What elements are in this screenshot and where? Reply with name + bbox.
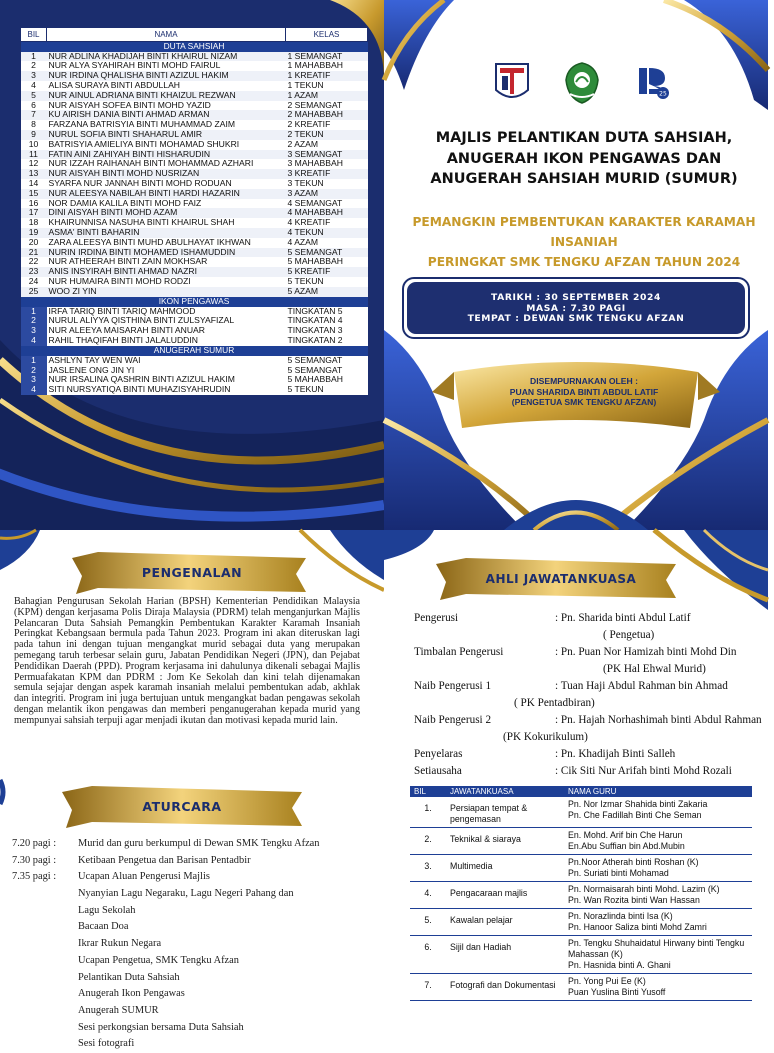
member-number: 13 (21, 169, 47, 179)
member-class: 1 TEKUN (286, 81, 368, 91)
member-name: SITI NURSYATIQA BINTI MUHAZISYAHRUDIN (47, 385, 286, 395)
committee-role (414, 678, 774, 695)
role-holder: : Tuan Haji Abdul Rahman bin Ahmad (555, 680, 728, 692)
logo-25-text: 25 (659, 90, 667, 98)
member-class: 3 SEMANGAT (286, 150, 368, 160)
member-class: 5 TEKUN (286, 385, 368, 395)
committee-panel (384, 530, 768, 1024)
role-holder: : Pn. Puan Nor Hamizah binti Mohd Din (555, 646, 737, 658)
committee-role (414, 610, 774, 627)
schedule-time: 7.30 pagi : (12, 854, 57, 866)
unit-teachers (564, 855, 752, 882)
member-name: KU AIRISH DANIA BINTI AHMAD ARMAN (47, 110, 286, 120)
event-info-box (402, 277, 750, 339)
member-number: 6 (21, 101, 47, 111)
member-name: ASHLYN TAY WEN WAI (47, 356, 286, 366)
member-name: ASMA' BINTI BAHARIN (47, 228, 286, 238)
event-time: MASA : 7.30 PAGI (526, 302, 626, 314)
member-class: 2 TEKUN (286, 130, 368, 140)
role-note: (PK Hal Ehwal Murid) (603, 663, 706, 675)
unit-number: 2. (410, 828, 446, 855)
intro-text: Bahagian Pengurusan Sekolah Harian (BPSH) Kementerian Pendidikan Malaysia (KPM) dengan kerjasama Polis Diraja Malaysia (PDRM) telah menganjurkan Majlis Pelancaran Duta Sahsiah Pemangkin Pembentukan Karakter Karamah Insaniah Peringkat Kebangsaan bermula pada Tahun 2023. Program ini akan diteruskan lagi pada tahun ini dengan tujuan mengangkat murid sebagai duta yang merupakan pemegang taruh terbesar selain guru, Jabatan Pendidikan Negeri (JPN), dan Pejabat Pendidikan Daerah (PPD). Program kerjasama ini dahulunya dikenali sebagai Majlis Permuafakatan KPM dan PDRM : Jom Ke Sekolah dan kini telah dijenamakan semula sejajar dengan aspek karamah insaniah melalui pembentukan adab, akhlak dan integriti. Program ini juga bertujuan untuk mengangkat badan pengawas sekolah dengan melantik ikon pengawas dan memberi penganugerahan kepada murid yang mempunyai sahsiah terpuji agar menjadi ikutan dan motivasi kepada murid lain. (14, 596, 360, 726)
member-number: 23 (21, 267, 47, 277)
member-class: 5 SEMANGAT (286, 366, 368, 376)
teacher-name: Pn. Hasnida binti A. Ghani (568, 960, 671, 970)
member-number: 24 (21, 277, 47, 287)
member-number: 10 (21, 140, 47, 150)
role-title: Naib Pengerusi 2 (414, 714, 492, 726)
schedule-time (12, 986, 78, 1003)
unit-number: 6. (410, 936, 446, 974)
role-holder: : Cik Siti Nur Arifah binti Mohd Rozali (555, 765, 732, 777)
member-number: 3 (21, 326, 47, 336)
committee-role (414, 746, 774, 763)
member-number: 21 (21, 248, 47, 258)
member-name: NUR HUMAIRA BINTI MOHD RODZI (47, 277, 286, 287)
unit-teachers (564, 882, 752, 909)
schedule-desc: Ucapan Pengetua, SMK Tengku Afzan (78, 954, 239, 966)
schedule-desc: Anugerah Ikon Pengawas (78, 988, 185, 1000)
unit-number: 5. (410, 909, 446, 936)
unit-name: Sijil dan Hadiah (446, 936, 564, 974)
member-number: 9 (21, 130, 47, 140)
role-note: ( Pengetua) (603, 629, 655, 641)
event-subtitle-line: PEMANGKIN PEMBENTUKAN KARAKTER KARAMAH INSANIAH (412, 215, 756, 249)
ctable-header-names: NAMA GURU (564, 786, 752, 797)
teacher-name: Pn. Hanoor Saliza binti Mohd Zamri (568, 922, 707, 932)
member-class: 1 KREATIF (286, 71, 368, 81)
unit-name: Multimedia (446, 855, 564, 882)
member-name: ZARA ALEESYA BINTI MUHD ABULHAYAT IKHWAN (47, 238, 286, 248)
schedule-item (12, 919, 372, 936)
schedule-time (12, 1036, 78, 1053)
intro-banner: PENGENALAN (141, 565, 243, 580)
committee-table-row (410, 909, 752, 936)
schedule-desc: Murid dan guru berkumpul di Dewan SMK Tengku Afzan (78, 838, 320, 849)
member-name: NUR IZZAH RAIHANAH BINTI MOHAMMAD AZHARI (47, 159, 286, 169)
header-bil: BIL (21, 28, 47, 42)
schedule-desc: Sesi fotografi (78, 1038, 135, 1050)
unit-name: Teknikal & siaraya (446, 828, 564, 855)
ctable-header-unit: JAWATANKUASA (446, 786, 564, 797)
member-number: 25 (21, 287, 47, 297)
member-number: 3 (21, 375, 47, 385)
teacher-name: Pn. Norazlinda binti Isa (K) (568, 911, 673, 921)
member-name: NURUL SOFIA BINTI SHAHARUL AMIR (47, 130, 286, 140)
unit-teachers (564, 828, 752, 855)
event-subtitle-line: PERINGKAT SMK TENGKU AFZAN TAHUN 2024 (427, 255, 741, 269)
member-name: JASLENE ONG JIN YI (47, 366, 286, 376)
header-nama: NAMA (47, 28, 286, 42)
member-row (21, 385, 368, 395)
member-number: 8 (21, 120, 47, 130)
schedule-desc: Lagu Sekolah (78, 904, 136, 916)
logo-row (492, 60, 672, 106)
teacher-name: Pn. Yong Pui Ee (K) (568, 976, 646, 986)
member-name: NUR AINUL ADRIANA BINTI KHAIZUL REZWAN (47, 91, 286, 101)
intro-panel (0, 530, 384, 1050)
member-name: NUR ALEEYA MAISARAH BINTI ANUAR (47, 326, 286, 336)
member-class: TINGKATAN 3 (286, 326, 368, 336)
unit-number: 4. (410, 882, 446, 909)
member-name: KHAIRUNNISA NASUHA BINTI KHAIRUL SHAH (47, 218, 286, 228)
role-holder: : Pn. Khadijah Binti Salleh (555, 748, 676, 760)
schedule-time (12, 953, 78, 970)
event-title-line: ANUGERAH IKON PENGAWAS DAN (446, 150, 722, 167)
teacher-name: Pn. Nor Izmar Shahida binti Zakaria (568, 799, 708, 809)
event-subtitle (404, 212, 764, 272)
member-name: SYARFA NUR JANNAH BINTI MOHD RODUAN (47, 179, 286, 189)
committee-table-row (410, 882, 752, 909)
member-number: 2 (21, 61, 47, 71)
officiated-title: (PENGETUA SMK TENGKU AFZAN) (511, 397, 657, 408)
schedule-time (12, 970, 78, 987)
member-class: 2 SEMANGAT (286, 101, 368, 111)
police-logo-icon (492, 60, 532, 106)
member-class: 1 MAHABBAH (286, 61, 368, 71)
cover-panel (384, 0, 768, 530)
schedule-item (12, 970, 372, 987)
member-name: ALISA SURAYA BINTI ABDULLAH (47, 81, 286, 91)
schedule-time (12, 886, 78, 903)
member-class: 1 AZAM (286, 91, 368, 101)
committee-role (414, 644, 774, 661)
schedule-desc: Ketibaan Pengetua dan Barisan Pentadbir (78, 854, 251, 866)
member-number: 4 (21, 336, 47, 346)
member-name: NUR AISYAH SOFEA BINTI MOHD YAZID (47, 101, 286, 111)
event-title-line: MAJLIS PELANTIKAN DUTA SAHSIAH, (435, 130, 733, 146)
member-class: 5 TEKUN (286, 277, 368, 287)
unit-teachers (564, 974, 752, 1001)
unit-name: Fotografi dan Dokumentasi (446, 974, 564, 1001)
officiated-label: DISEMPURNAKAN OLEH : (530, 376, 638, 386)
member-class: 5 MAHABBAH (286, 257, 368, 267)
schedule-item (12, 1020, 372, 1037)
role-title: Pengerusi (414, 612, 459, 624)
member-name: NURIN IRDINA BINTI MOHAMED ISHAMUDDIN (47, 248, 286, 258)
member-number: 18 (21, 218, 47, 228)
schedule-item (12, 836, 372, 853)
schedule-list (12, 836, 372, 1053)
unit-teachers (564, 936, 752, 974)
role-note: ( PK Pentadbiran) (514, 697, 595, 709)
schedule-item (12, 953, 372, 970)
member-class: 2 AZAM (286, 140, 368, 150)
members-table (20, 27, 368, 395)
member-class: 1 SEMANGAT (286, 52, 368, 62)
member-name: NUR ADLINA KHADIJAH BINTI KHAIRUL NIZAM (47, 52, 286, 62)
schedule-time: 7.35 pagi : (12, 871, 57, 883)
member-name: WOO ZI YIN (47, 287, 286, 297)
schedule-time (12, 903, 78, 920)
member-name: NUR AISYAH BINTI MOHD NUSRIZAN (47, 169, 286, 179)
unit-number: 7. (410, 974, 446, 1001)
member-class: TINGKATAN 4 (286, 316, 368, 326)
member-number: 4 (21, 385, 47, 395)
role-holder: : Pn. Hajah Norhashimah binti Abdul Rahman (555, 714, 762, 726)
member-class: 3 TEKUN (286, 179, 368, 189)
member-name: NUR ATHEERAH BINTI ZAIN MOKHSAR (47, 257, 286, 267)
committee-table-row (410, 828, 752, 855)
member-number: 16 (21, 199, 47, 209)
schedule-desc: Nyanyian Lagu Negaraku, Lagu Negeri Pahang dan (78, 888, 294, 900)
teacher-name: En. Mohd. Arif bin Che Harun (568, 830, 683, 840)
schedule-item (12, 869, 372, 886)
section-title: IKON PENGAWAS (21, 297, 368, 307)
member-name: FATIN AINI ZAHIYAH BINTI HISHARUDIN (47, 150, 286, 160)
teacher-name: Pn.Noor Atherah binti Roshan (K) (568, 857, 699, 867)
member-number: 1 (21, 52, 47, 62)
schedule-banner: ATURCARA (142, 799, 222, 814)
member-number: 14 (21, 179, 47, 189)
members-table-header (21, 28, 368, 42)
unit-name: Persiapan tempat & pengemasan (446, 797, 564, 828)
member-number: 1 (21, 356, 47, 366)
event-title (414, 128, 754, 190)
officiated-name: PUAN SHARIDA BINTI ABDUL LATIF (509, 386, 659, 397)
member-class: 3 AZAM (286, 189, 368, 199)
member-name: ANIS INSYIRAH BINTI AHMAD NAZRI (47, 267, 286, 277)
ctable-header-bil: BIL (410, 786, 446, 797)
committee-roles (414, 610, 774, 780)
members-panel (0, 0, 384, 530)
teacher-name: En.Abu Suffian bin Abd.Mubin (568, 841, 685, 851)
member-number: 19 (21, 228, 47, 238)
schedule-item (12, 1036, 372, 1053)
teacher-name: Puan Yuslina Binti Yusoff (568, 987, 666, 997)
member-name: NUR IRDINA QHALISHA BINTI AZIZUL HAKIM (47, 71, 286, 81)
member-class: TINGKATAN 5 (286, 307, 368, 317)
schedule-time (12, 919, 78, 936)
schedule-desc: Bacaan Doa (78, 921, 129, 933)
committee-table-row (410, 974, 752, 1001)
member-number: 22 (21, 257, 47, 267)
member-name: NOR DAMIA KALILA BINTI MOHD FAIZ (47, 199, 286, 209)
member-number: 5 (21, 91, 47, 101)
member-number: 17 (21, 208, 47, 218)
committee-table-row (410, 936, 752, 974)
schedule-time (12, 936, 78, 953)
schedule-desc: Ikrar Rukun Negara (78, 938, 162, 950)
member-class: 3 MAHABBAH (286, 159, 368, 169)
schedule-item (12, 886, 372, 903)
role-holder: : Pn. Sharida binti Abdul Latif (555, 612, 691, 624)
unit-teachers (564, 797, 752, 828)
section-title: DUTA SAHSIAH (21, 42, 368, 52)
member-class: 4 MAHABBAH (286, 208, 368, 218)
member-class: 5 SEMANGAT (286, 356, 368, 366)
member-class: 5 AZAM (286, 287, 368, 297)
member-class: 2 KREATIF (286, 120, 368, 130)
schedule-time (12, 1020, 78, 1037)
event-venue: TEMPAT : DEWAN SMK TENGKU AFZAN (467, 313, 685, 324)
school-crest-icon (562, 60, 602, 106)
member-class: TINGKATAN 2 (286, 336, 368, 346)
member-number: 1 (21, 307, 47, 317)
member-name: NURUL ALIYYA QISTHINA BINTI ZULSYAFIZAL (47, 316, 286, 326)
schedule-time: 7.20 pagi : (12, 838, 57, 849)
member-class: 4 AZAM (286, 238, 368, 248)
teacher-name: Pn. Wan Rozita binti Wan Hassan (568, 895, 700, 905)
unit-number: 3. (410, 855, 446, 882)
schedule-item (12, 903, 372, 920)
unit-teachers (564, 909, 752, 936)
member-number: 12 (21, 159, 47, 169)
member-class: 2 MAHABBAH (286, 110, 368, 120)
teacher-name: Pn. Normaisarah binti Mohd. Lazim (K) (568, 884, 720, 894)
member-number: 2 (21, 366, 47, 376)
event-title-line: ANUGERAH SAHSIAH MURID (SUMUR) (430, 171, 738, 187)
member-name: NUR ALEESYA NABILAH BINTI HARDI HAZARIN (47, 189, 286, 199)
unit-name: Kawalan pelajar (446, 909, 564, 936)
role-title: Timbalan Pengerusi (414, 646, 504, 658)
committee-table-row (410, 855, 752, 882)
schedule-desc: Sesi perkongsian bersama Duta Sahsiah (78, 1021, 244, 1033)
schedule-time (12, 1003, 78, 1020)
member-number: 4 (21, 81, 47, 91)
member-name: BATRISYIA AMIELIYA BINTI MOHAMAD SHUKRI (47, 140, 286, 150)
member-class: 5 KREATIF (286, 267, 368, 277)
role-note: (PK Kokurikulum) (503, 731, 588, 743)
unit-number: 1. (410, 797, 446, 828)
member-number: 3 (21, 71, 47, 81)
member-number: 20 (21, 238, 47, 248)
role-title: Penyelaras (414, 748, 463, 760)
teacher-name: Pn. Tengku Shuhaidatul Hirwany binti Tengku Mahassan (K) (568, 938, 745, 959)
member-number: 11 (21, 150, 47, 160)
schedule-item (12, 986, 372, 1003)
committee-table-row (410, 797, 752, 828)
schedule-item (12, 853, 372, 870)
committee-role (414, 712, 774, 729)
schedule-item (12, 936, 372, 953)
member-number: 2 (21, 316, 47, 326)
school-25-logo-icon (632, 60, 672, 106)
committee-role (414, 763, 774, 780)
member-class: 4 KREATIF (286, 218, 368, 228)
role-title: Naib Pengerusi 1 (414, 680, 492, 692)
member-number: 15 (21, 189, 47, 199)
committee-banner: AHLI JAWATANKUASA (485, 572, 637, 586)
schedule-desc: Pelantikan Duta Sahsiah (78, 971, 180, 983)
member-class: 5 MAHABBAH (286, 375, 368, 385)
member-name: NUR ALYA SYAHIRAH BINTI MOHD FAIRUL (47, 61, 286, 71)
member-name: DINI AISYAH BINTI MOHD AZAM (47, 208, 286, 218)
event-date: TARIKH : 30 SEPTEMBER 2024 (490, 292, 662, 303)
teacher-name: Pn. Che Fadillah Binti Che Seman (568, 810, 702, 820)
schedule-desc: Anugerah SUMUR (78, 1004, 159, 1016)
member-name: NUR IRSALINA QASHRIN BINTI AZIZUL HAKIM (47, 375, 286, 385)
officiated-by (489, 376, 679, 408)
member-number: 7 (21, 110, 47, 120)
committee-table (410, 786, 752, 1001)
role-title: Setiausaha (414, 765, 462, 777)
member-name: IRFA TARIQ BINTI TARIQ MAHMOOD (47, 307, 286, 317)
unit-name: Pengacaraan majlis (446, 882, 564, 909)
member-class: 4 SEMANGAT (286, 199, 368, 209)
section-title: ANUGERAH SUMUR (21, 346, 368, 356)
schedule-item (12, 1003, 372, 1020)
member-class: 4 TEKUN (286, 228, 368, 238)
teacher-name: Pn. Suriati binti Mohamad (568, 868, 669, 878)
schedule-desc: Ucapan Aluan Pengerusi Majlis (78, 871, 210, 883)
member-class: 3 KREATIF (286, 169, 368, 179)
member-name: FARZANA BATRISYIA BINTI MUHAMMAD ZAIM (47, 120, 286, 130)
member-class: 5 SEMANGAT (286, 248, 368, 258)
member-name: RAHIL THAQIFAH BINTI JALALUDDIN (47, 336, 286, 346)
header-kelas: KELAS (286, 28, 368, 42)
